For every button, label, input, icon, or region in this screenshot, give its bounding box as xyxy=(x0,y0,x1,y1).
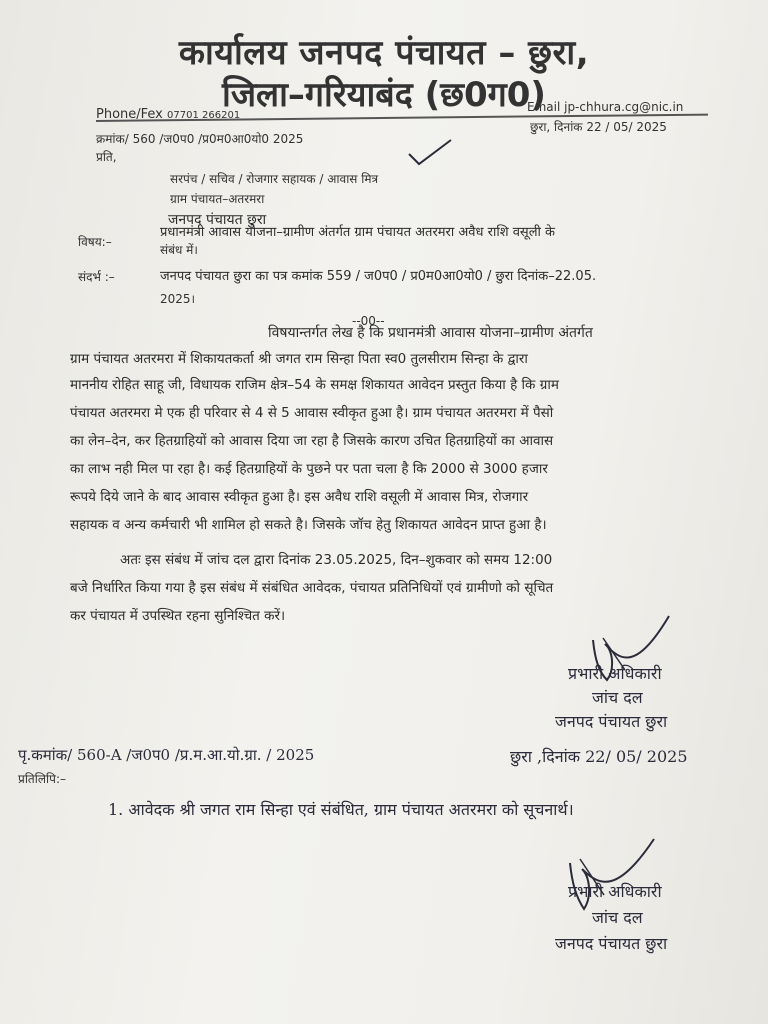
body-line-3: माननीय रोहित साहू जी, विधायक राजिम क्षेत्र–54 के समक्ष शिकायत आवेदन प्रस्तुत किया है कि ग्राम xyxy=(70,377,559,393)
body-line-8: सहायक व अन्य कर्मचारी भी शामिल हो सकते है। जिसके जॉच हेतु शिकायत आवेदन प्राप्त हुआ है। xyxy=(70,517,547,533)
body-line-4: पंचायत अतरमरा मे एक ही परिवार से 4 से 5 आवास स्वीकृत हुआ है। ग्राम पंचायत अतरमरा में पैसो xyxy=(70,405,554,421)
subject-line2: संबंध में। xyxy=(160,243,198,257)
sig2-team: जांच दल xyxy=(592,908,643,927)
sig1-team: जांच दल xyxy=(592,688,643,707)
tick-mark xyxy=(405,138,455,168)
divider: --00-- xyxy=(352,314,385,328)
body-line-6: का लाभ नही मिल पा रहा है। कई हितग्राहियों के पुछने पर पता चला है कि 2000 से 3000 हजार xyxy=(70,461,548,477)
subject-line1: प्रधानमंत्री आवास योजना–ग्रामीण अंतर्गत ग्राम पंचायत अतरमरा अवैध राशि वसूली के xyxy=(160,225,556,240)
reference-line2: 2025। xyxy=(160,292,196,306)
to-label: प्रति, xyxy=(96,150,117,164)
to-line2: ग्राम पंचायत–अतरमरा xyxy=(170,192,265,206)
endorsement-date: छुरा ,दिनांक 22/ 05/ 2025 xyxy=(510,747,688,766)
subject-label: विषय:– xyxy=(78,235,112,249)
sig2-office: जनपद पंचायत छुरा xyxy=(555,934,668,953)
sig1-designation: प्रभारी अधिकारी xyxy=(568,664,662,683)
office-title: कार्यालय जनपद पंचायत – छुरा, xyxy=(178,33,590,73)
copy-item: 1. आवेदक श्री जगत राम सिन्हा एवं संबंधित, ग्राम पंचायत अतरमरा को सूचनार्थ। xyxy=(108,800,574,819)
to-line1: सरपंच / सचिव / रोजगार सहायक / आवास मित्र xyxy=(170,172,379,186)
email-line: Email jp-chhura.cg@nic.in xyxy=(527,100,684,114)
ref-date: छुरा, दिनांक 22 / 05/ 2025 xyxy=(530,120,667,134)
phone-number: 07701 266201 xyxy=(167,110,241,121)
body-line-7: रूपये दिये जाने के बाद आवास स्वीकृत हुआ है। इस अवैध राशि वसूली में आवास मित्र, रोजगार xyxy=(70,489,529,505)
endorsement-number: पृ.कमांक/ 560-A /ज0प0 /प्र.म.आ.यो.ग्रा. / 2025 xyxy=(18,746,315,764)
phone-label: Phone/Fex xyxy=(96,107,163,122)
sig1-office: जनपद पंचायत छुरा xyxy=(555,712,668,731)
reference-label: संदर्भ :– xyxy=(78,270,115,284)
to-line3: जनपद पंचायत छुरा xyxy=(168,212,267,228)
copy-label: प्रतिलिपि:– xyxy=(18,772,66,786)
body-line-10: बजे निर्धारित किया गया है इस संबंध में संबंधित आवेदक, पंचायत प्रतिनिधियों एवं ग्रामीणो को सूचित xyxy=(70,580,554,596)
body-line-9: अतः इस संबंध में जांच दल द्वारा दिनांक 23.05.2025, दिन–शुकवार को समय 12:00 xyxy=(120,552,553,568)
ref-number: क्रमांक/ 560 /ज0प0 /प्र0म0आ0यो0 2025 xyxy=(96,132,304,146)
reference-line1: जनपद पंचायत छुरा का पत्र कमांक 559 / ज0प0 / प्र0म0आ0यो0 / छुरा दिनांक–22.05. xyxy=(160,269,597,284)
sig2-designation: प्रभारी अधिकारी xyxy=(568,882,662,901)
body-line-2: ग्राम पंचायत अतरमरा में शिकायतकर्ता श्री जगत राम सिन्हा पिता स्व0 तुलसीराम सिन्हा के द्वारा xyxy=(70,351,528,367)
body-line-11: कर पंचायत में उपस्थित रहना सुनिश्चित करें। xyxy=(70,608,286,624)
body-line-1: विषयान्तर्गत लेख है कि प्रधानमंत्री आवास योजना–ग्रामीण अंतर्गत xyxy=(268,325,593,341)
district-title: जिला–गरियाबंद (छ0ग0) xyxy=(222,75,546,115)
body-line-5: का लेन–देन, कर हितग्राहियों को आवास दिया जा रहा है जिसके कारण उचित हितग्राहियों का आवास xyxy=(70,433,554,449)
